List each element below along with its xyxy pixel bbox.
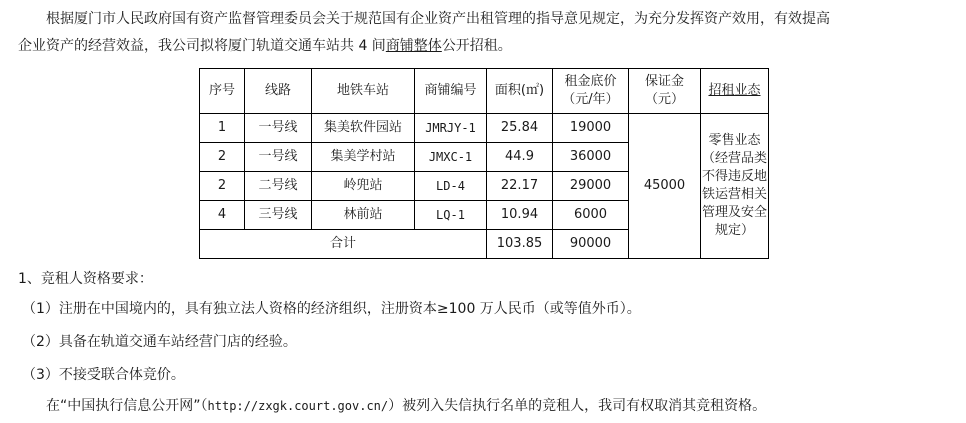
header-shop-no: 商铺编号 bbox=[415, 69, 487, 114]
row-3-rent: 29000 bbox=[553, 172, 629, 201]
row-2-area: 44.9 bbox=[487, 143, 553, 172]
notice-suffix: ）被列入失信执行名单的竞租人，我司有权取消其竞租资格。 bbox=[388, 398, 767, 414]
row-4-station: 林前站 bbox=[312, 201, 415, 230]
row-1-station: 集美软件园站 bbox=[312, 114, 415, 143]
notice-line bbox=[46, 395, 766, 417]
header-seq: 序号 bbox=[200, 69, 245, 114]
row-1-area: 25.84 bbox=[487, 114, 553, 143]
notice-prefix: 在“中国执行信息公开网”（ bbox=[46, 398, 208, 414]
intro-line-2-underlined: 商铺整体 bbox=[385, 38, 442, 54]
row-3-line: 二号线 bbox=[245, 172, 312, 201]
row-4-area: 10.94 bbox=[487, 201, 553, 230]
requirements-heading: 1、竞租人资格要求： bbox=[18, 271, 153, 287]
requirement-item-1: （1）注册在中国境内的，具有独立法人资格的经济组织，注册资本≥100 万人民币（或等值外币）。 bbox=[22, 301, 641, 317]
row-4-seq: 4 bbox=[200, 201, 245, 230]
table-header-row bbox=[200, 69, 769, 114]
row-3-station: 岭兜站 bbox=[312, 172, 415, 201]
row-2-seq: 2 bbox=[200, 143, 245, 172]
intro-line-1: 根据厦门市人民政府国有资产监督管理委员会关于规范国有企业资产出租管理的指导意见规定，为充分发挥资产效用，有效提高 bbox=[46, 11, 830, 27]
header-business-label: 招租业态 bbox=[708, 83, 761, 98]
row-2-shop-no: JMXC-1 bbox=[415, 143, 487, 172]
header-area: 面积(㎡) bbox=[487, 69, 553, 114]
header-deposit: 保证金（元） bbox=[629, 69, 701, 114]
intro-line-2-suffix: 公开招租。 bbox=[441, 38, 512, 54]
total-area: 103.85 bbox=[487, 230, 553, 259]
row-3-seq: 2 bbox=[200, 172, 245, 201]
notice-url: http://zxgk.court.gov.cn/ bbox=[207, 399, 389, 413]
header-line: 线路 bbox=[245, 69, 312, 114]
row-1-line: 一号线 bbox=[245, 114, 312, 143]
requirement-item-3: （3）不接受联合体竞价。 bbox=[22, 367, 185, 383]
requirement-item-2: （2）具备在轨道交通车站经营门店的经验。 bbox=[22, 334, 297, 350]
business-cell: 零售业态（经营品类不得违反地铁运营相关管理及安全规定） bbox=[701, 114, 769, 259]
row-2-station: 集美学村站 bbox=[312, 143, 415, 172]
intro-line-2-prefix: 企业资产的经营效益，我公司拟将厦门轨道交通车站共 4 间 bbox=[18, 38, 386, 54]
deposit-cell: 45000 bbox=[629, 114, 701, 259]
header-rent: 租金底价（元/年） bbox=[553, 69, 629, 114]
row-1-seq: 1 bbox=[200, 114, 245, 143]
row-4-rent: 6000 bbox=[553, 201, 629, 230]
row-1-rent: 19000 bbox=[553, 114, 629, 143]
total-label: 合计 bbox=[200, 230, 487, 259]
row-3-area: 22.17 bbox=[487, 172, 553, 201]
row-1-shop-no: JMRJY-1 bbox=[415, 114, 487, 143]
lease-table bbox=[199, 68, 769, 259]
header-station: 地铁车站 bbox=[312, 69, 415, 114]
intro-paragraph bbox=[18, 6, 953, 60]
row-4-shop-no: LQ-1 bbox=[415, 201, 487, 230]
row-3-shop-no: LD-4 bbox=[415, 172, 487, 201]
table-row bbox=[200, 114, 769, 143]
total-rent: 90000 bbox=[553, 230, 629, 259]
row-2-line: 一号线 bbox=[245, 143, 312, 172]
row-4-line: 三号线 bbox=[245, 201, 312, 230]
row-2-rent: 36000 bbox=[553, 143, 629, 172]
header-business bbox=[701, 69, 769, 114]
